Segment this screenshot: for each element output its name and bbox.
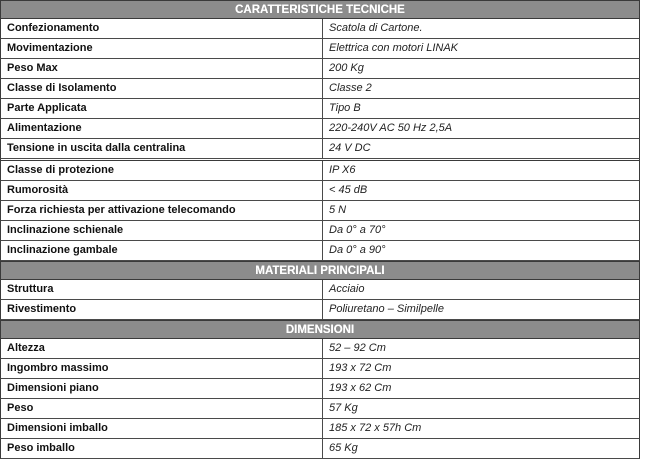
- row-label: Peso Max: [1, 59, 323, 78]
- row-label: Inclinazione schienale: [1, 221, 323, 240]
- table-row: [0, 201, 640, 221]
- row-label: Peso imballo: [1, 439, 323, 458]
- table-row: [0, 79, 640, 99]
- row-label: Dimensioni piano: [1, 379, 323, 398]
- row-label: Rivestimento: [1, 300, 323, 319]
- row-value: Tipo B: [329, 102, 361, 114]
- table-row: [0, 379, 640, 399]
- row-value: 185 x 72 x 57h Cm: [329, 422, 422, 434]
- table-row: [0, 439, 640, 459]
- row-value: 57 Kg: [329, 402, 358, 414]
- table-row: [0, 139, 640, 159]
- table-row: [0, 161, 640, 181]
- row-label: Forza richiesta per attivazione telecomando: [1, 201, 323, 220]
- row-value: 5 N: [329, 204, 347, 216]
- row-value: 65 Kg: [329, 442, 358, 454]
- row-value: Elettrica con motori LINAK: [329, 42, 458, 54]
- table-row: [0, 99, 640, 119]
- table-row: [0, 339, 640, 359]
- row-value: Acciaio: [329, 283, 365, 295]
- table-row: [0, 241, 640, 261]
- section-header-caratteristiche: CARATTERISTICHE TECNICHE: [0, 0, 640, 19]
- table-row: [0, 119, 640, 139]
- row-label: Peso: [1, 399, 323, 418]
- row-value: 193 x 62 Cm: [329, 382, 392, 394]
- row-label: Inclinazione gambale: [1, 241, 323, 260]
- table-row: [0, 419, 640, 439]
- table-row: [0, 59, 640, 79]
- row-label: Struttura: [1, 280, 323, 299]
- row-label: Dimensioni imballo: [1, 419, 323, 438]
- row-label: Classe di Isolamento: [1, 79, 323, 98]
- section-header-dimensioni: DIMENSIONI: [0, 320, 640, 339]
- section-header-materiali: MATERIALI PRINCIPALI: [0, 261, 640, 280]
- row-value: Classe 2: [329, 82, 372, 94]
- table-row: [0, 359, 640, 379]
- row-label: Rumorosità: [1, 181, 323, 200]
- row-value: < 45 dB: [329, 184, 368, 196]
- row-label: Parte Applicata: [1, 99, 323, 118]
- row-label: Tensione in uscita dalla centralina: [1, 139, 323, 158]
- table-row: [0, 221, 640, 241]
- table-row: [0, 39, 640, 59]
- row-value: Scatola di Cartone.: [329, 22, 423, 34]
- table-row: [0, 280, 640, 300]
- row-value: 200 Kg: [329, 62, 364, 74]
- table-row: [0, 300, 640, 320]
- row-value: IP X6: [329, 164, 356, 176]
- row-value: Da 0° a 70°: [329, 224, 386, 236]
- row-value: Da 0° a 90°: [329, 244, 386, 256]
- row-value: 193 x 72 Cm: [329, 362, 392, 374]
- row-value: 24 V DC: [329, 142, 371, 154]
- table-row: [0, 181, 640, 201]
- row-value: 52 – 92 Cm: [329, 342, 386, 354]
- row-label: Alimentazione: [1, 119, 323, 138]
- table-row: [0, 399, 640, 419]
- row-value: 220-240V AC 50 Hz 2,5A: [329, 122, 453, 134]
- row-label: Movimentazione: [1, 39, 323, 58]
- row-label: Altezza: [1, 339, 323, 358]
- row-label: Classe di protezione: [1, 161, 323, 180]
- row-value: Poliuretano – Similpelle: [329, 303, 444, 315]
- table-row: [0, 19, 640, 39]
- row-label: Ingombro massimo: [1, 359, 323, 378]
- row-label: Confezionamento: [1, 19, 323, 38]
